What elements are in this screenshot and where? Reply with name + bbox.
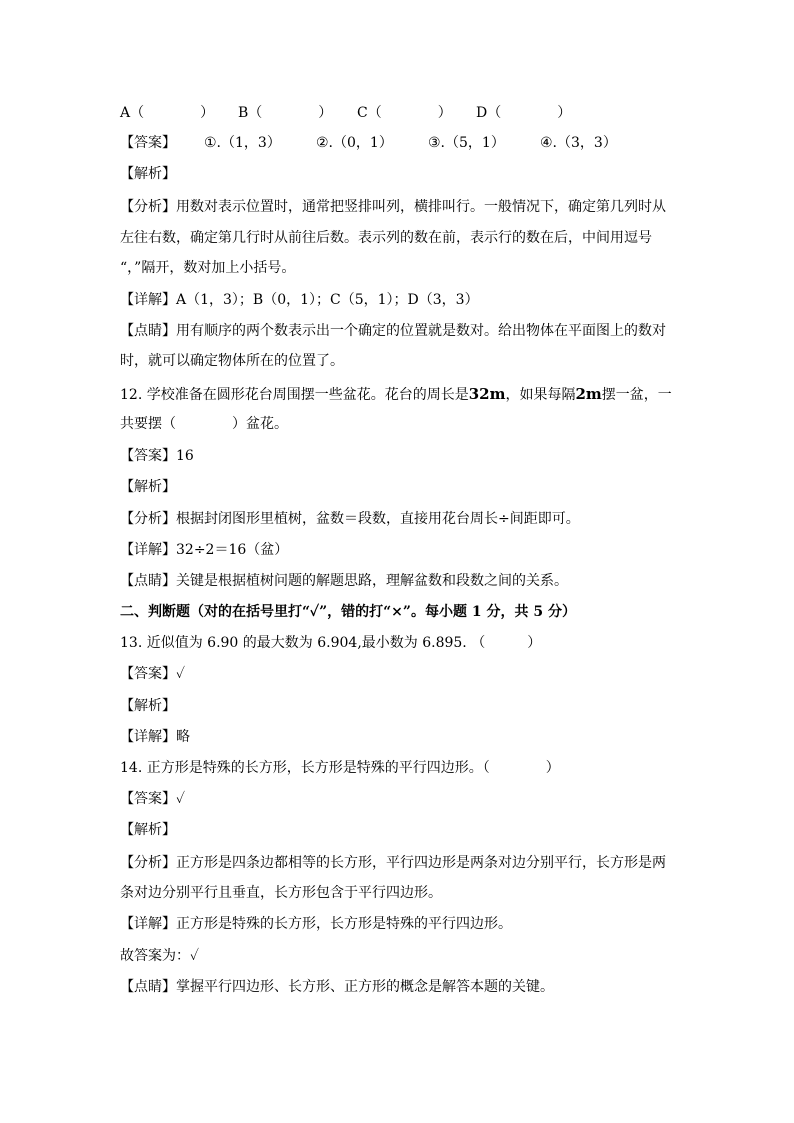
- q14-answer: 【答案】✓: [120, 791, 186, 807]
- q12-fenxi: 【分析】根据封闭图形里植树，盆数＝段数，直接用花台周长÷间距即可。: [120, 511, 580, 527]
- q11-answer-3: ③.（5，1）: [428, 135, 505, 151]
- q14-stem: 14. 正方形是特殊的长方形，长方形是特殊的平行四边形。（ ）: [120, 760, 560, 776]
- q12-detail: 【详解】32÷2＝16（盆）: [120, 542, 289, 558]
- q11-blank-b: B（ ）: [238, 105, 333, 121]
- q12-stem-b: ，如果每隔: [505, 387, 576, 403]
- q14-analysis-label: 【解析】: [120, 822, 176, 838]
- q12-value-interval: 2m: [575, 385, 602, 403]
- q11-dianjing-line2: 时，就可以确定物体所在的位置了。: [120, 353, 344, 369]
- q14-conclusion: 故答案为：✓: [120, 948, 200, 964]
- q11-fenxi-line3: “，”隔开，数对加上小括号。: [120, 260, 296, 276]
- q13-stem: 13. 近似值为 6.90 的最大数为 6.904,最小数为 6.895. （ ）: [120, 635, 542, 651]
- q11-blank-c: C（ ）: [357, 105, 452, 121]
- q11-answer-2: ②.（0，1）: [316, 135, 393, 151]
- q14-fenxi-line2: 条对边分别平行且垂直，长方形包含于平行四边形。: [120, 885, 442, 901]
- q12-answer: 【答案】16: [120, 448, 194, 464]
- q11-fenxi-line1: 【分析】用数对表示位置时，通常把竖排叫列，横排叫行。一般情况下，确定第几列时从: [120, 199, 666, 215]
- section2-title: 二、判断题（对的在括号里打“✓”，错的打“×”。每小题 1 分，共 5 分）: [120, 604, 576, 620]
- q14-detail: 【详解】正方形是特殊的长方形，长方形是特殊的平行四边形。: [120, 916, 512, 932]
- q11-blank-d: D（ ）: [476, 105, 572, 121]
- q11-answer-label: 【答案】: [120, 135, 176, 151]
- q14-fenxi-line1: 【分析】正方形是四条边都相等的长方形，平行四边形是两条对边分别平行，长方形是两: [120, 855, 666, 871]
- q11-answer-1: ①.（1，3）: [204, 135, 281, 151]
- q12-stem-line2: 共要摆（ ）盆花。: [120, 416, 288, 432]
- q12-analysis-label: 【解析】: [120, 479, 176, 495]
- q11-analysis-label: 【解析】: [120, 166, 176, 182]
- q14-dianjing: 【点睛】掌握平行四边形、长方形、正方形的概念是解答本题的关键。: [120, 979, 554, 995]
- q11-answer-4: ④.（3，3）: [540, 135, 617, 151]
- q12-stem-c: 摆一盆，一: [601, 387, 672, 403]
- q13-detail: 【详解】略: [120, 729, 190, 745]
- q11-fenxi-line2: 左往右数，确定第几行时从前往后数。表示列的数在前，表示行的数在后，中间用逗号: [120, 230, 652, 246]
- q11-detail: 【详解】A（1，3）；B（0，1）；C（5，1）；D（3，3）: [120, 292, 479, 308]
- q11-dianjing-line1: 【点睛】用有顺序的两个数表示出一个确定的位置就是数对。给出物体在平面图上的数对: [120, 323, 666, 339]
- q12-stem-a: 12. 学校准备在圆形花台周围摆一些盆花。花台的周长是: [120, 387, 469, 403]
- q11-blank-a: A（ ）: [120, 105, 215, 121]
- q12-dianjing: 【点睛】关键是根据植树问题的解题思路，理解盆数和段数之间的关系。: [120, 573, 568, 589]
- q13-analysis-label: 【解析】: [120, 698, 176, 714]
- q12-value-perimeter: 32m: [468, 385, 506, 403]
- q13-answer: 【答案】✓: [120, 666, 186, 682]
- q12-stem-line1: [120, 384, 680, 405]
